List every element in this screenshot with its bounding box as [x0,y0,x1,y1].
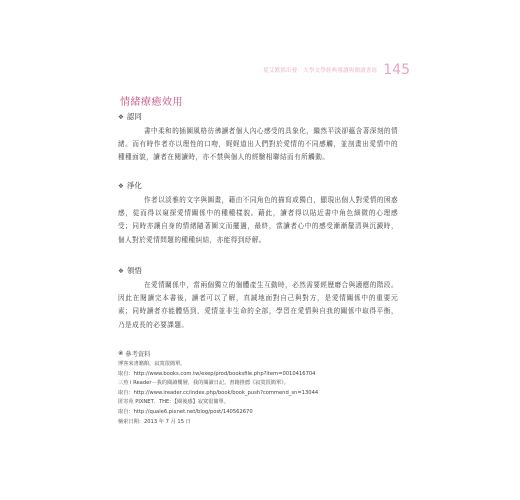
references-block [118,349,408,427]
subsection-heading-text: 淨化 [126,181,142,190]
subsection-heading-text: 認同 [126,112,142,121]
subsection-heading [118,265,398,276]
reference-date: 檢索日期：2013 年 7 月 15 日 [118,418,191,425]
diamond-bullet-icon: ❖ [118,266,124,275]
subsection-body: 作者以淡雅的文字與圖畫，藉由不同角色的描寫或獨白，顯現出個人對愛情的困惑感，從而得以窺探愛情關係中的種種樣貌。藉此，讀者得以貼近書中角色細微的心理感受；同時亦讓自身的情緒隨著圖文而擺盪，最終，當讀者心中的感受漸漸釐清與沉澱時，個人對於愛情問題的種種糾結，亦能得到紓解。 [118,196,398,244]
page-number: 145 [383,62,410,78]
reference-line: 匿寄苑 PIXNET．THE：【閱後感】寂寞很簡單。 [118,399,229,406]
flower-icon: ❀ [118,350,124,357]
subsection-body: 在愛情關係中，當兩個獨立的個體產生互動時，必然需要經歷磨合與適應的階段。因此在閱讀完本書後，讀者可以了解，真誠地面對自己與對方，是愛情關係中的重要元素；同時讀者亦能體悟到，愛情並非生命的全部，學習在愛情與自我的關係中取得平衡，乃是成長的必要課題。 [118,281,398,329]
running-title: 從艾默那出發：大學文學經典導讀與閱讀書寫 [263,68,378,74]
subsection-heading-text: 領悟 [126,266,142,275]
section-title: 情緒療癒效用 [120,97,183,108]
reference-link[interactable]: 取自：http://quale6.pixnet.net/blog/post/140562670 [118,408,253,415]
references-heading-text: 參考資料 [125,351,151,358]
subsection-heading [118,111,398,122]
subsection-heading [118,180,398,191]
subsection-identification [118,111,398,165]
subsection-insight [118,265,398,332]
diamond-bullet-icon: ❖ [118,112,124,121]
reference-line: 博客來書籍館，寂寞很簡單。 [118,361,186,367]
reference-line: 三魚 i Reader－我的閱讀樓層，我的閱讀日記。書籍推薦《寂寞很簡單》。 [118,380,289,387]
running-header [200,60,410,80]
subsection-body: 書中柔和的插圖風格彷彿讀者個人內心感受的具象化，繼然平淡卻蘊含著深刻的情緒。而有時作者亦以理性的口吻，娓娓道出人們對於愛情的不同感觸，並剖畫出愛情中的種種面貌，讀者在閱讀時，亦不禁與個人的經驗相聯結而有所觸動。 [118,127,398,162]
references-heading [118,349,408,358]
reference-link[interactable]: 取自：http://www.ireader.cc/index.php/book/book_push?commend_sn=13044 [118,389,319,396]
subsection-catharsis [118,180,398,247]
diamond-bullet-icon: ❖ [118,181,124,190]
reference-link[interactable]: 取自：http://www.books.com.tw/exep/prod/booksfile.php?item=0010416704 [118,370,316,377]
